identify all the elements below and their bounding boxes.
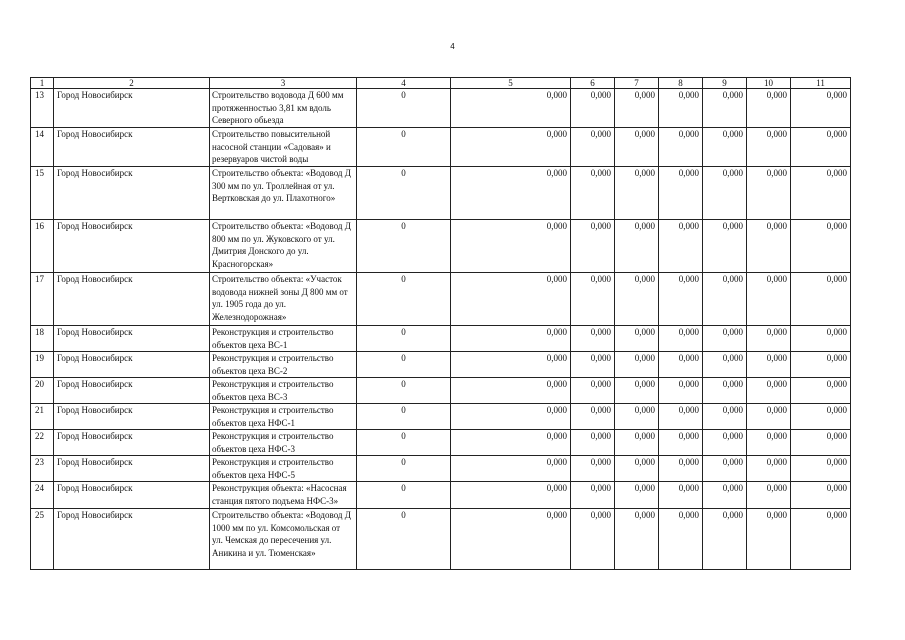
row-number: 22 <box>31 430 54 456</box>
description-cell: Строительство объекта: «Водовод Д 1000 мм по ул. Комсомольская от ул. Чемская до пересечения ул. Аникина и ул. Тюменская» <box>210 509 357 570</box>
header-cell: 8 <box>659 78 703 89</box>
value-cell: 0,000 <box>791 352 851 378</box>
value-cell: 0,000 <box>791 273 851 326</box>
value-cell: 0,000 <box>571 378 615 404</box>
description-cell: Реконструкция и строительство объектов цеха ВС-1 <box>210 326 357 352</box>
value-cell: 0,000 <box>747 352 791 378</box>
value-cell: 0,000 <box>615 482 659 509</box>
value-cell: 0 <box>357 128 451 167</box>
value-cell: 0,000 <box>571 509 615 570</box>
description-cell: Строительство повысительной насосной станции «Садовая» и резервуаров чистой воды <box>210 128 357 167</box>
value-cell: 0,000 <box>747 128 791 167</box>
data-table <box>30 77 851 570</box>
description-cell: Реконструкция и строительство объектов цеха ВС-2 <box>210 352 357 378</box>
value-cell: 0,000 <box>615 220 659 273</box>
table-body <box>31 89 851 570</box>
value-cell: 0,000 <box>747 273 791 326</box>
row-number: 25 <box>31 509 54 570</box>
value-cell: 0 <box>357 482 451 509</box>
municipality-cell: Город Новосибирск <box>54 128 210 167</box>
table-row <box>31 220 851 273</box>
value-cell: 0,000 <box>659 352 703 378</box>
value-cell: 0,000 <box>571 404 615 430</box>
description-cell: Реконструкция и строительство объектов цеха НФС-3 <box>210 430 357 456</box>
value-cell: 0,000 <box>571 167 615 220</box>
row-number: 19 <box>31 352 54 378</box>
municipality-cell: Город Новосибирск <box>54 167 210 220</box>
value-cell: 0,000 <box>703 430 747 456</box>
value-cell: 0,000 <box>747 456 791 482</box>
value-cell: 0,000 <box>451 352 571 378</box>
value-cell: 0,000 <box>747 482 791 509</box>
page-number: 4 <box>450 42 455 51</box>
row-number: 24 <box>31 482 54 509</box>
value-cell: 0,000 <box>659 404 703 430</box>
value-cell: 0,000 <box>451 89 571 128</box>
table-row <box>31 482 851 509</box>
value-cell: 0,000 <box>659 326 703 352</box>
value-cell: 0,000 <box>451 273 571 326</box>
row-number: 23 <box>31 456 54 482</box>
value-cell: 0,000 <box>571 326 615 352</box>
value-cell: 0,000 <box>615 352 659 378</box>
description-cell: Реконструкция и строительство объектов цеха НФС-1 <box>210 404 357 430</box>
description-cell: Строительство объекта: «Участок водовода нижней зоны Д 800 мм от ул. 1905 года до ул. Железнодорожная» <box>210 273 357 326</box>
value-cell: 0,000 <box>791 326 851 352</box>
value-cell: 0,000 <box>747 167 791 220</box>
row-number: 15 <box>31 167 54 220</box>
value-cell: 0,000 <box>571 273 615 326</box>
value-cell: 0,000 <box>615 89 659 128</box>
header-cell: 3 <box>210 78 357 89</box>
value-cell: 0,000 <box>451 167 571 220</box>
value-cell: 0,000 <box>615 378 659 404</box>
row-number: 13 <box>31 89 54 128</box>
value-cell: 0,000 <box>451 128 571 167</box>
value-cell: 0 <box>357 326 451 352</box>
value-cell: 0,000 <box>703 482 747 509</box>
table-row <box>31 89 851 128</box>
value-cell: 0,000 <box>791 167 851 220</box>
value-cell: 0,000 <box>703 509 747 570</box>
table-row <box>31 352 851 378</box>
value-cell: 0,000 <box>451 404 571 430</box>
municipality-cell: Город Новосибирск <box>54 326 210 352</box>
value-cell: 0,000 <box>791 482 851 509</box>
value-cell: 0,000 <box>571 482 615 509</box>
value-cell: 0,000 <box>451 378 571 404</box>
value-cell: 0,000 <box>615 273 659 326</box>
table-row <box>31 456 851 482</box>
value-cell: 0,000 <box>451 509 571 570</box>
value-cell: 0,000 <box>451 220 571 273</box>
value-cell: 0,000 <box>747 404 791 430</box>
value-cell: 0,000 <box>451 326 571 352</box>
table-row <box>31 128 851 167</box>
value-cell: 0,000 <box>791 220 851 273</box>
value-cell: 0,000 <box>659 273 703 326</box>
value-cell: 0 <box>357 167 451 220</box>
value-cell: 0,000 <box>747 326 791 352</box>
value-cell: 0,000 <box>615 456 659 482</box>
row-number: 18 <box>31 326 54 352</box>
value-cell: 0,000 <box>747 89 791 128</box>
value-cell: 0,000 <box>703 456 747 482</box>
value-cell: 0 <box>357 273 451 326</box>
value-cell: 0,000 <box>571 430 615 456</box>
value-cell: 0 <box>357 378 451 404</box>
table-row <box>31 378 851 404</box>
description-cell: Строительство объекта: «Водовод Д 300 мм по ул. Троллейная от ул. Вертковская до ул. Плахотного» <box>210 167 357 220</box>
value-cell: 0,000 <box>703 89 747 128</box>
value-cell: 0,000 <box>791 404 851 430</box>
header-cell: 6 <box>571 78 615 89</box>
row-number: 14 <box>31 128 54 167</box>
value-cell: 0,000 <box>659 167 703 220</box>
value-cell: 0,000 <box>571 128 615 167</box>
value-cell: 0,000 <box>747 430 791 456</box>
row-number: 21 <box>31 404 54 430</box>
municipality-cell: Город Новосибирск <box>54 404 210 430</box>
table-row <box>31 430 851 456</box>
value-cell: 0 <box>357 509 451 570</box>
value-cell: 0,000 <box>615 128 659 167</box>
value-cell: 0,000 <box>791 456 851 482</box>
header-cell: 11 <box>791 78 851 89</box>
value-cell: 0,000 <box>659 430 703 456</box>
value-cell: 0,000 <box>571 352 615 378</box>
value-cell: 0,000 <box>703 128 747 167</box>
value-cell: 0,000 <box>703 167 747 220</box>
value-cell: 0,000 <box>615 326 659 352</box>
municipality-cell: Город Новосибирск <box>54 273 210 326</box>
value-cell: 0,000 <box>615 509 659 570</box>
value-cell: 0,000 <box>571 456 615 482</box>
value-cell: 0 <box>357 430 451 456</box>
value-cell: 0,000 <box>659 509 703 570</box>
value-cell: 0,000 <box>703 326 747 352</box>
table-row <box>31 273 851 326</box>
description-cell: Строительство объекта: «Водовод Д 800 мм по ул. Жуковского от ул. Дмитрия Донского до ул. Красногорская» <box>210 220 357 273</box>
value-cell: 0,000 <box>791 89 851 128</box>
value-cell: 0,000 <box>659 378 703 404</box>
value-cell: 0,000 <box>451 430 571 456</box>
table-row <box>31 167 851 220</box>
value-cell: 0,000 <box>703 352 747 378</box>
municipality-cell: Город Новосибирск <box>54 509 210 570</box>
value-cell: 0,000 <box>615 430 659 456</box>
value-cell: 0,000 <box>791 430 851 456</box>
value-cell: 0,000 <box>791 509 851 570</box>
row-number: 16 <box>31 220 54 273</box>
value-cell: 0,000 <box>703 220 747 273</box>
header-cell: 7 <box>615 78 659 89</box>
value-cell: 0,000 <box>747 220 791 273</box>
municipality-cell: Город Новосибирск <box>54 430 210 456</box>
municipality-cell: Город Новосибирск <box>54 220 210 273</box>
value-cell: 0,000 <box>703 404 747 430</box>
value-cell: 0,000 <box>615 404 659 430</box>
description-cell: Реконструкция и строительство объектов цеха ВС-3 <box>210 378 357 404</box>
value-cell: 0,000 <box>703 378 747 404</box>
table-row <box>31 404 851 430</box>
value-cell: 0,000 <box>659 89 703 128</box>
value-cell: 0 <box>357 89 451 128</box>
table-row <box>31 326 851 352</box>
value-cell: 0,000 <box>451 482 571 509</box>
value-cell: 0,000 <box>659 482 703 509</box>
table-row <box>31 509 851 570</box>
header-cell: 1 <box>31 78 54 89</box>
value-cell: 0,000 <box>659 220 703 273</box>
row-number: 17 <box>31 273 54 326</box>
value-cell: 0 <box>357 352 451 378</box>
municipality-cell: Город Новосибирск <box>54 352 210 378</box>
value-cell: 0 <box>357 220 451 273</box>
value-cell: 0,000 <box>571 220 615 273</box>
value-cell: 0,000 <box>659 456 703 482</box>
row-number: 20 <box>31 378 54 404</box>
value-cell: 0,000 <box>747 509 791 570</box>
value-cell: 0,000 <box>791 378 851 404</box>
description-cell: Реконструкция объекта: «Насосная станция пятого подъема НФС-3» <box>210 482 357 509</box>
value-cell: 0 <box>357 456 451 482</box>
header-cell: 10 <box>747 78 791 89</box>
value-cell: 0,000 <box>703 273 747 326</box>
description-cell: Реконструкция и строительство объектов цеха НФС-5 <box>210 456 357 482</box>
header-cell: 5 <box>451 78 571 89</box>
value-cell: 0 <box>357 404 451 430</box>
value-cell: 0,000 <box>615 167 659 220</box>
header-cell: 9 <box>703 78 747 89</box>
municipality-cell: Город Новосибирск <box>54 482 210 509</box>
header-row <box>31 78 851 89</box>
value-cell: 0,000 <box>659 128 703 167</box>
value-cell: 0,000 <box>791 128 851 167</box>
municipality-cell: Город Новосибирск <box>54 378 210 404</box>
header-cell: 4 <box>357 78 451 89</box>
value-cell: 0,000 <box>571 89 615 128</box>
header-cell: 2 <box>54 78 210 89</box>
value-cell: 0,000 <box>451 456 571 482</box>
value-cell: 0,000 <box>747 378 791 404</box>
table-header <box>31 78 851 89</box>
municipality-cell: Город Новосибирск <box>54 456 210 482</box>
municipality-cell: Город Новосибирск <box>54 89 210 128</box>
description-cell: Строительство водовода Д 600 мм протяженностью 3,81 км вдоль Северного обьезда <box>210 89 357 128</box>
